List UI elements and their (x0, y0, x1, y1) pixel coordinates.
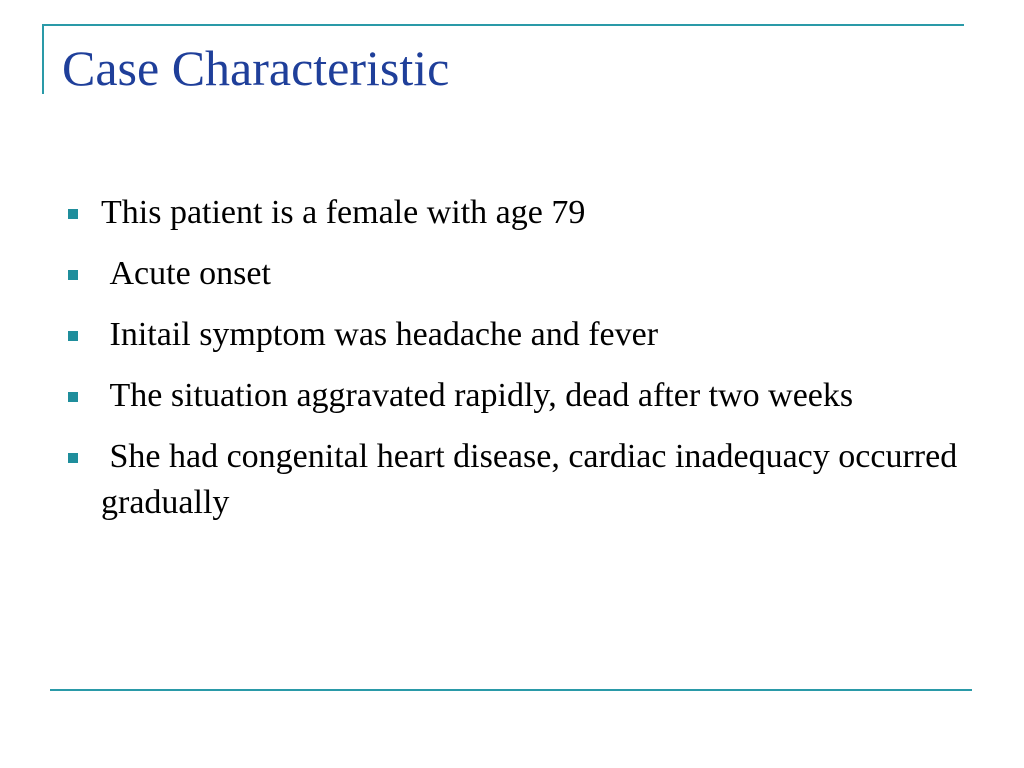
bullet-item (62, 251, 962, 297)
frame-top-rule (42, 24, 964, 26)
bullet-text: Acute onset (101, 255, 271, 292)
square-bullet-icon (68, 331, 78, 341)
bullet-text: She had congenital heart disease, cardiac inadequacy occurred gradually (101, 438, 966, 521)
bullet-text: The situation aggravated rapidly, dead after two weeks (101, 377, 854, 414)
bullet-list (62, 190, 966, 541)
square-bullet-icon (68, 209, 78, 219)
bullet-item (62, 373, 962, 419)
bullet-item (62, 312, 962, 358)
bullet-text: Initail symptom was headache and fever (101, 316, 659, 353)
slide-title: Case Characteristic (62, 40, 450, 96)
frame-bottom-rule (50, 689, 972, 691)
square-bullet-icon (68, 270, 78, 280)
bullet-text: This patient is a female with age 79 (101, 194, 586, 231)
frame-left-rule (42, 24, 44, 94)
bullet-item (62, 190, 962, 236)
square-bullet-icon (68, 392, 78, 402)
square-bullet-icon (68, 453, 78, 463)
bullet-item (62, 434, 966, 526)
